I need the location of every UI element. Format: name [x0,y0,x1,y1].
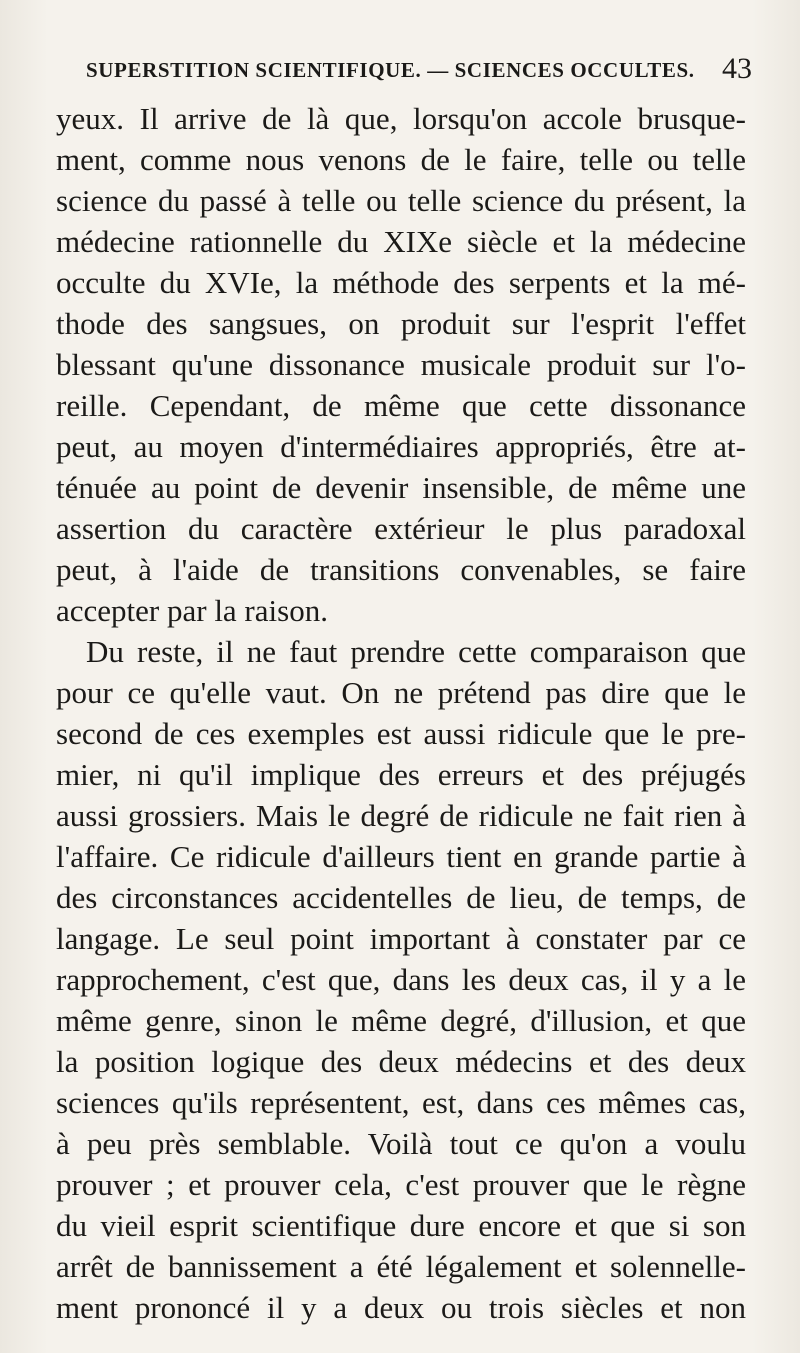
paragraph-end-line: accepter par la raison. [56,593,328,628]
text-line: sciences qu'ils représentent, est, dans ces mêmes cas, [56,1085,746,1120]
text-line: prouver ; et prouver cela, c'est prouver que le règne [56,1167,746,1202]
paragraph-start-line: Du reste, il ne faut prendre cette comparaison que [86,634,746,669]
text-line: rapprochement, c'est que, dans les deux cas, il y a le [56,962,746,997]
text-line: yeux. Il arrive de là que, lorsqu'on accole brusque- [56,101,746,136]
text-line: ment, comme nous venons de le faire, telle ou telle [56,142,746,177]
text-line: pour ce qu'elle vaut. On ne prétend pas dire que le [56,675,746,710]
text-line: peut, à l'aide de transitions convenables, se faire [56,552,746,587]
text-line: du vieil esprit scientifique dure encore et que si son [56,1208,746,1243]
page-header [52,52,752,92]
text-line: blessant qu'une dissonance musicale produit sur l'o- [56,347,746,382]
text-line: reille. Cependant, de même que cette dissonance [56,388,746,423]
text-line: peut, au moyen d'intermédiaires appropriés, être at- [56,429,746,464]
body-text [56,98,746,1328]
text-line: la position logique des deux médecins et des deux [56,1044,746,1079]
text-line: mier, ni qu'il implique des erreurs et des préjugés [56,757,746,792]
text-line: à peu près semblable. Voilà tout ce qu'on a voulu [56,1126,746,1161]
text-line: second de ces exemples est aussi ridicule que le pre- [56,716,746,751]
text-line: arrêt de bannissement a été légalement et solennelle- [56,1249,746,1284]
running-head: SUPERSTITION SCIENTIFIQUE. — SCIENCES OCCULTES. [86,58,695,82]
text-line: médecine rationnelle du XIXe siècle et la médecine [56,224,746,259]
text-line: occulte du XVIe, la méthode des serpents et la mé- [56,265,746,300]
text-line: ment prononcé il y a deux ou trois siècles et non [56,1290,746,1325]
text-line: des circonstances accidentelles de lieu, de temps, de [56,880,746,915]
text-line: aussi grossiers. Mais le degré de ridicule ne fait rien à [56,798,746,833]
page-number: 43 [722,52,752,85]
text-line: l'affaire. Ce ridicule d'ailleurs tient en grande partie à [56,839,746,874]
text-line: thode des sangsues, on produit sur l'esprit l'effet [56,306,746,341]
text-line: assertion du caractère extérieur le plus paradoxal [56,511,746,546]
text-line: ténuée au point de devenir insensible, de même une [56,470,746,505]
text-line: même genre, sinon le même degré, d'illusion, et que [56,1003,746,1038]
text-line: science du passé à telle ou telle science du présent, la [56,183,746,218]
text-line: langage. Le seul point important à constater par ce [56,921,746,956]
